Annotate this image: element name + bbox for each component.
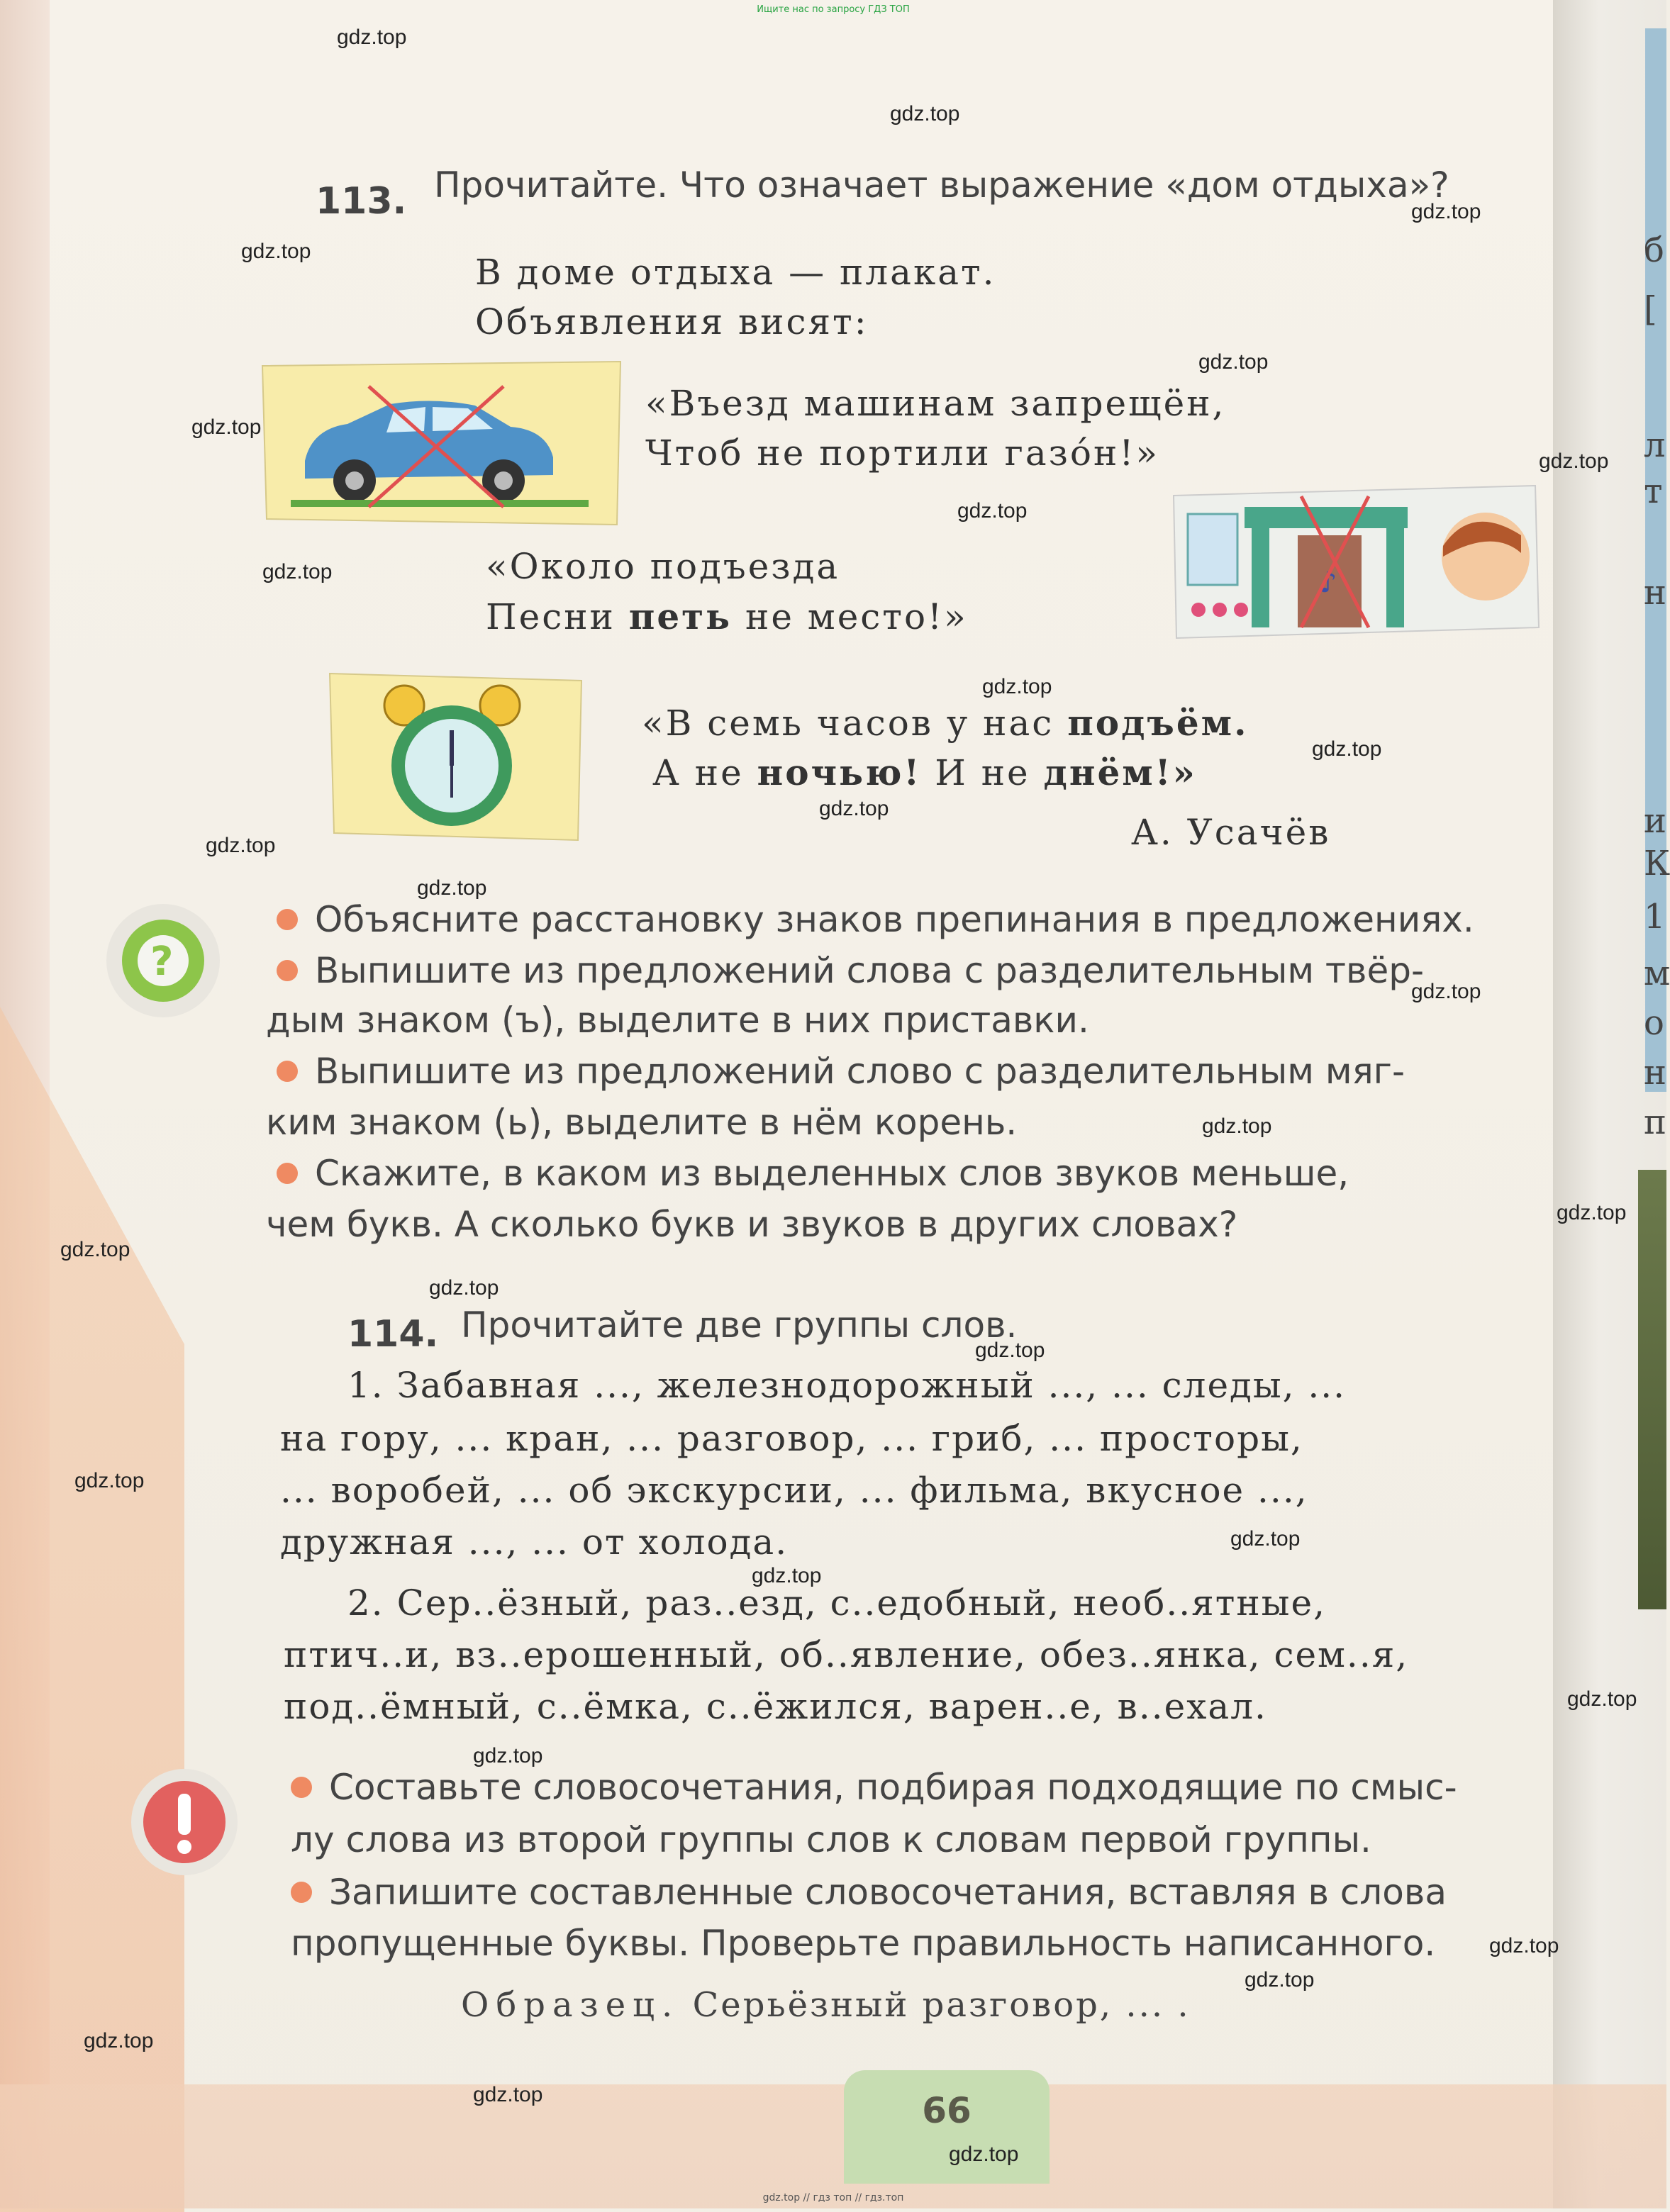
sample-line [461,1985,1191,2025]
bullet-icon [277,960,298,981]
next-page-fragment: [ [1644,289,1657,329]
watermark: gdz.top [1198,350,1269,374]
task-line-5: ким знаком (ь), выделите в нём корень. [266,1102,1018,1143]
watermark: gdz.top [473,2083,543,2106]
next-page-fragment: н [1644,573,1666,613]
watermark: gdz.top [1411,200,1481,223]
next-page-fragment: п [1644,1102,1666,1142]
watermark: gdz.top [262,560,333,583]
page-footer-band [0,2084,1666,2208]
watermark: gdz.top [1489,1934,1559,1957]
task114-line-1: Составьте словосочетания, подбирая подходящие по смыс- [291,1767,1457,1808]
poem-line-7 [642,702,1248,744]
bullet-icon [291,1777,312,1798]
poem-word: Песни [486,596,616,637]
poem-line-8 [652,752,1197,793]
next-page-fragment: т [1644,471,1663,511]
adjacent-page-photo [1638,1170,1666,1609]
watermark: gdz.top [890,102,960,125]
highlighted-word-podyom: подъём. [1067,702,1249,744]
watermark: gdz.top [1202,1115,1272,1138]
exclamation-icon [131,1769,238,1875]
task-line-6: Скажите, в каком из выделенных слов звуков меньше, [277,1153,1349,1194]
svg-text:♪: ♪ [1319,566,1337,599]
group2-line-3: под..ёмный, с..ёмка, с..ёжился, варен..е, в..ехал. [284,1686,1267,1727]
next-page-fragment: о [1644,1003,1664,1043]
group2-line-2: птич..и, вз..ерошенный, об..явление, обез..янка, сем..я, [284,1634,1409,1675]
no-singing-sign-illustration [1174,486,1539,638]
watermark: gdz.top [1557,1201,1627,1224]
sample-text: Серьёзный разговор, ... . [692,1985,1191,2025]
watermark: gdz.top [975,1339,1045,1362]
next-page-fragment: 1 [1644,897,1666,937]
group1-line-2: на гору, ... кран, ... разговор, ... гриб, ... просторы, [280,1418,1303,1459]
next-page-fragment: К [1644,844,1670,883]
poem-line-3: «Въезд машинам запрещён, [645,383,1226,424]
top-banner: Ищите нас по запросу ГДЗ ТОП [757,4,910,15]
exercise-114-instruction: Прочитайте две группы слов. [461,1305,1018,1346]
task-line-1: Объясните расстановку знаков препинания в предложениях. [277,899,1474,940]
sample-label: Образец. [461,1985,680,2025]
poem-word: «В семь часов у нас [642,703,1054,744]
task114-line-2: лу слова из второй группы слов к словам первой группы. [291,1819,1371,1860]
task-line-7: чем букв. А сколько букв и звуков в других словах? [266,1204,1238,1245]
watermark: gdz.top [957,499,1028,523]
highlighted-word-dnyom: днём!» [1043,752,1197,793]
poem-author: А. Усачёв [1131,812,1331,853]
bullet-icon [291,1882,312,1903]
group1-line-1: 1. Забавная ..., железнодорожный ..., ... следы, ... [347,1365,1347,1406]
watermark: gdz.top [1312,737,1382,761]
next-page-fragment: н [1644,1053,1666,1093]
watermark: gdz.top [206,834,276,857]
poem-word: не место!» [745,596,968,637]
highlighted-word-nochyu: ночью! [757,752,922,793]
poem-line-6 [486,596,968,637]
watermark: gdz.top [1230,1527,1301,1551]
watermark: gdz.top [1539,449,1609,473]
poem-line-1: В доме отдыха — плакат. [475,252,996,293]
exercise-113-number: 113. [316,180,407,223]
exercise-113-instruction: Прочитайте. Что означает выражение «дом отдыха»? [434,164,1449,206]
poem-line-5: «Около подъезда [486,546,840,587]
watermark: gdz.top [949,2143,1019,2166]
bullet-icon [277,1061,298,1082]
watermark: gdz.top [84,2029,154,2052]
svg-text:?: ? [150,939,174,985]
watermark: gdz.top [417,876,487,900]
bottom-banner: gdz.top // гдз топ // гдз.топ [762,2192,904,2203]
next-page-fragment: л [1644,425,1666,465]
watermark: gdz.top [1411,980,1481,1003]
watermark: gdz.top [819,797,889,820]
exercise-114-number: 114. [347,1313,439,1356]
watermark: gdz.top [60,1238,130,1261]
task114-line-4: пропущенные буквы. Проверьте правильность написанного. [291,1923,1436,1964]
group2-line-1: 2. Сер..ёзный, раз..езд, с..едобный, необ..ятные, [347,1582,1326,1624]
watermark: gdz.top [191,415,262,439]
bullet-icon [277,1163,298,1184]
next-page-fragment: б [1644,230,1664,270]
next-page-fragment: м [1644,954,1670,993]
watermark: gdz.top [74,1469,145,1492]
watermark: gdz.top [429,1276,499,1300]
group1-line-3: ... воробей, ... об экскурсии, ... фильма, вкусное ..., [280,1470,1308,1511]
watermark: gdz.top [1567,1687,1637,1711]
watermark: gdz.top [752,1564,822,1587]
bullet-icon [277,909,298,930]
no-cars-sign-illustration [262,362,620,525]
poem-line-2: Объявления висят: [475,301,869,342]
question-icon [106,904,220,1017]
watermark: gdz.top [241,240,311,263]
poem-word: И не [935,752,1030,793]
page-number: 66 [922,2090,972,2131]
watermark: gdz.top [982,675,1052,698]
task-line-4: Выпишите из предложений слово с разделительным мяг- [277,1051,1405,1092]
next-page-fragment: и [1644,801,1666,841]
task-line-3: дым знаком (ъ), выделите в них приставки. [266,1000,1089,1041]
watermark: gdz.top [337,26,407,49]
watermark: gdz.top [473,1744,543,1767]
poem-word: А не [652,752,744,793]
group1-line-4: дружная ..., ... от холода. [280,1521,789,1563]
task-line-2: Выпишите из предложений слова с разделительным твёр- [277,950,1424,991]
task114-line-3: Запишите составленные словосочетания, вставляя в слова [291,1872,1447,1913]
watermark: gdz.top [1245,1968,1315,1992]
highlighted-word-pet: петь [628,596,733,637]
poem-line-4: Чтоб не портили газо́н!» [645,432,1160,474]
alarm-clock-illustration [330,674,581,840]
